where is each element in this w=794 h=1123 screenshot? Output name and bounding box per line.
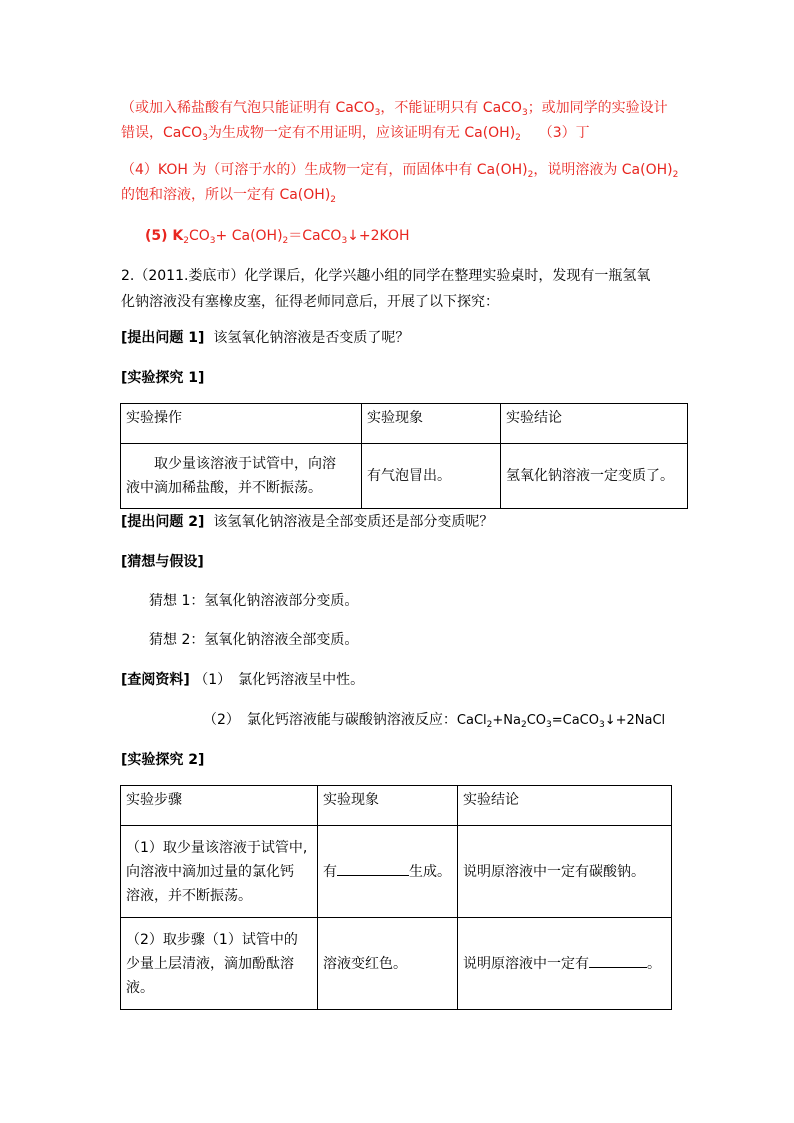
section-label: [提出问题 1] bbox=[121, 330, 205, 346]
table-header: 实验现象 bbox=[362, 404, 501, 444]
subscript: 3 bbox=[341, 236, 348, 246]
answer-text: CO bbox=[189, 228, 210, 244]
equation-text: +Na bbox=[492, 713, 521, 728]
answer-text: ，说明溶液为 Ca(OH) bbox=[533, 162, 673, 178]
cell-line: 液。 bbox=[126, 979, 154, 996]
equation-text: CaCl bbox=[456, 713, 487, 728]
answer-text: （或加入稀盐酸有气泡只能证明有 CaCO bbox=[121, 100, 375, 116]
answer-line-1 bbox=[121, 98, 668, 118]
cell-line: 溶液，并不断振荡。 bbox=[126, 887, 252, 904]
section-label: [提出问题 2] bbox=[121, 514, 205, 530]
section-label: [实验探究 2] bbox=[121, 752, 205, 768]
subscript: 3 bbox=[599, 720, 605, 730]
subscript: 3 bbox=[374, 108, 381, 118]
answer-line-5 bbox=[145, 226, 410, 246]
reference-2 bbox=[203, 710, 665, 731]
section-label: [查阅资料] bbox=[121, 672, 190, 688]
subscript: 2 bbox=[527, 170, 534, 180]
reference-text: （2） 氯化钙溶液能与碳酸钠溶液反应： bbox=[203, 712, 457, 728]
cell-line: 向溶液中滴加过量的氯化钙 bbox=[126, 863, 294, 880]
answer-line-3 bbox=[121, 160, 678, 180]
cell-text: 。 bbox=[647, 955, 661, 972]
subscript: 3 bbox=[202, 133, 208, 143]
answer-text: + Ca(OH) bbox=[215, 228, 283, 244]
subscript: 2 bbox=[515, 133, 521, 143]
reference-1 bbox=[121, 670, 364, 690]
cell-line: 液中滴加稀盐酸，并不断振荡。 bbox=[126, 480, 322, 496]
section-label: [猜想与假设] bbox=[121, 554, 204, 570]
subscript: 2 bbox=[520, 720, 527, 730]
table-cell bbox=[121, 444, 362, 509]
subscript: 3 bbox=[546, 720, 552, 730]
experiment-table-1 bbox=[120, 403, 688, 509]
table-header: 实验操作 bbox=[121, 404, 362, 444]
equation-text: CO bbox=[526, 713, 547, 728]
table-cell bbox=[458, 918, 672, 1010]
answer-text: ；或加同学的实验设计 bbox=[527, 100, 668, 116]
cell-text: 有 bbox=[323, 863, 337, 880]
subscript: 2 bbox=[486, 720, 493, 730]
table-cell bbox=[121, 918, 318, 1010]
table-header: 实验步骤 bbox=[121, 786, 318, 826]
hypothesis-1: 猜想 1：氢氧化钠溶液部分变质。 bbox=[149, 593, 359, 609]
table-header: 实验结论 bbox=[458, 786, 672, 826]
equation-text: =CaCO bbox=[551, 713, 599, 728]
cell-line: （1）取少量该溶液于试管中, bbox=[126, 839, 308, 856]
cell-text: 说明原溶液中一定有 bbox=[463, 955, 589, 972]
section-label: [实验探究 1] bbox=[121, 370, 205, 386]
table-header: 实验结论 bbox=[501, 404, 688, 444]
subscript: 2 bbox=[672, 170, 679, 180]
answer-text: 的饱和溶液，所以一定有 Ca(OH) bbox=[121, 187, 331, 203]
question-intro-line-2: 化钠溶液没有塞橡皮塞，征得老师同意后，开展了以下探究： bbox=[121, 294, 499, 310]
answer-text: 错误，CaCO bbox=[121, 125, 203, 141]
answer-text: ，不能证明只有 CaCO bbox=[380, 100, 522, 116]
equation bbox=[457, 713, 665, 728]
hypothesis-2: 猜想 2：氢氧化钠溶液全部变质。 bbox=[149, 632, 359, 648]
answer-text: （3）丁 bbox=[538, 125, 590, 141]
subscript: 3 bbox=[521, 108, 528, 118]
problem-text: 该氢氧化钠溶液是全部变质还是部分变质呢？ bbox=[213, 514, 494, 530]
experiment-table-2 bbox=[120, 785, 672, 1010]
table-header: 实验现象 bbox=[318, 786, 458, 826]
answer-text: ＝CaCO bbox=[288, 228, 342, 244]
subscript: 2 bbox=[183, 236, 189, 246]
cell-text: 生成。 bbox=[409, 863, 451, 880]
table-cell: 有气泡冒出。 bbox=[362, 444, 501, 509]
table-cell bbox=[318, 826, 458, 918]
table-cell: 说明原溶液中一定有碳酸钠。 bbox=[458, 826, 672, 918]
table-cell: 氢氧化钠溶液一定变质了。 bbox=[501, 444, 688, 509]
subscript: 2 bbox=[282, 236, 289, 246]
table-cell bbox=[121, 826, 318, 918]
answer-text: (5) K bbox=[145, 228, 184, 244]
subscript: 2 bbox=[330, 195, 337, 205]
answer-line-2 bbox=[121, 123, 590, 143]
subscript: 3 bbox=[209, 236, 216, 246]
question-intro-line-1: 2.（2011.娄底市）化学课后，化学兴趣小组的同学在整理实验桌时，发现有一瓶氢氧 bbox=[121, 268, 651, 284]
answer-blank[interactable] bbox=[337, 861, 409, 876]
cell-line: 少量上层清液，滴加酚酞溶 bbox=[126, 955, 294, 972]
problem-text: 该氢氧化钠溶液是否变质了呢？ bbox=[213, 330, 410, 346]
table-cell: 溶液变红色。 bbox=[318, 918, 458, 1010]
equation-text: ↓+2NaCl bbox=[604, 713, 666, 728]
reference-text: （1） 氯化钙溶液呈中性。 bbox=[194, 672, 365, 688]
answer-text: 为生成物一定有不用证明，应该证明有无 Ca(OH) bbox=[207, 125, 516, 141]
problem-2 bbox=[121, 512, 493, 532]
cell-line: （2）取步骤（1）试管中的 bbox=[126, 931, 298, 948]
answer-line-4 bbox=[121, 185, 336, 205]
problem-1 bbox=[121, 328, 409, 348]
answer-text: ↓+2KOH bbox=[347, 228, 410, 244]
cell-line: 取少量该溶液于试管中，向溶 bbox=[126, 456, 336, 472]
answer-blank[interactable] bbox=[589, 953, 647, 968]
answer-text: （4）KOH 为（可溶于水的）生成物一定有，而固体中有 Ca(OH) bbox=[121, 162, 528, 178]
